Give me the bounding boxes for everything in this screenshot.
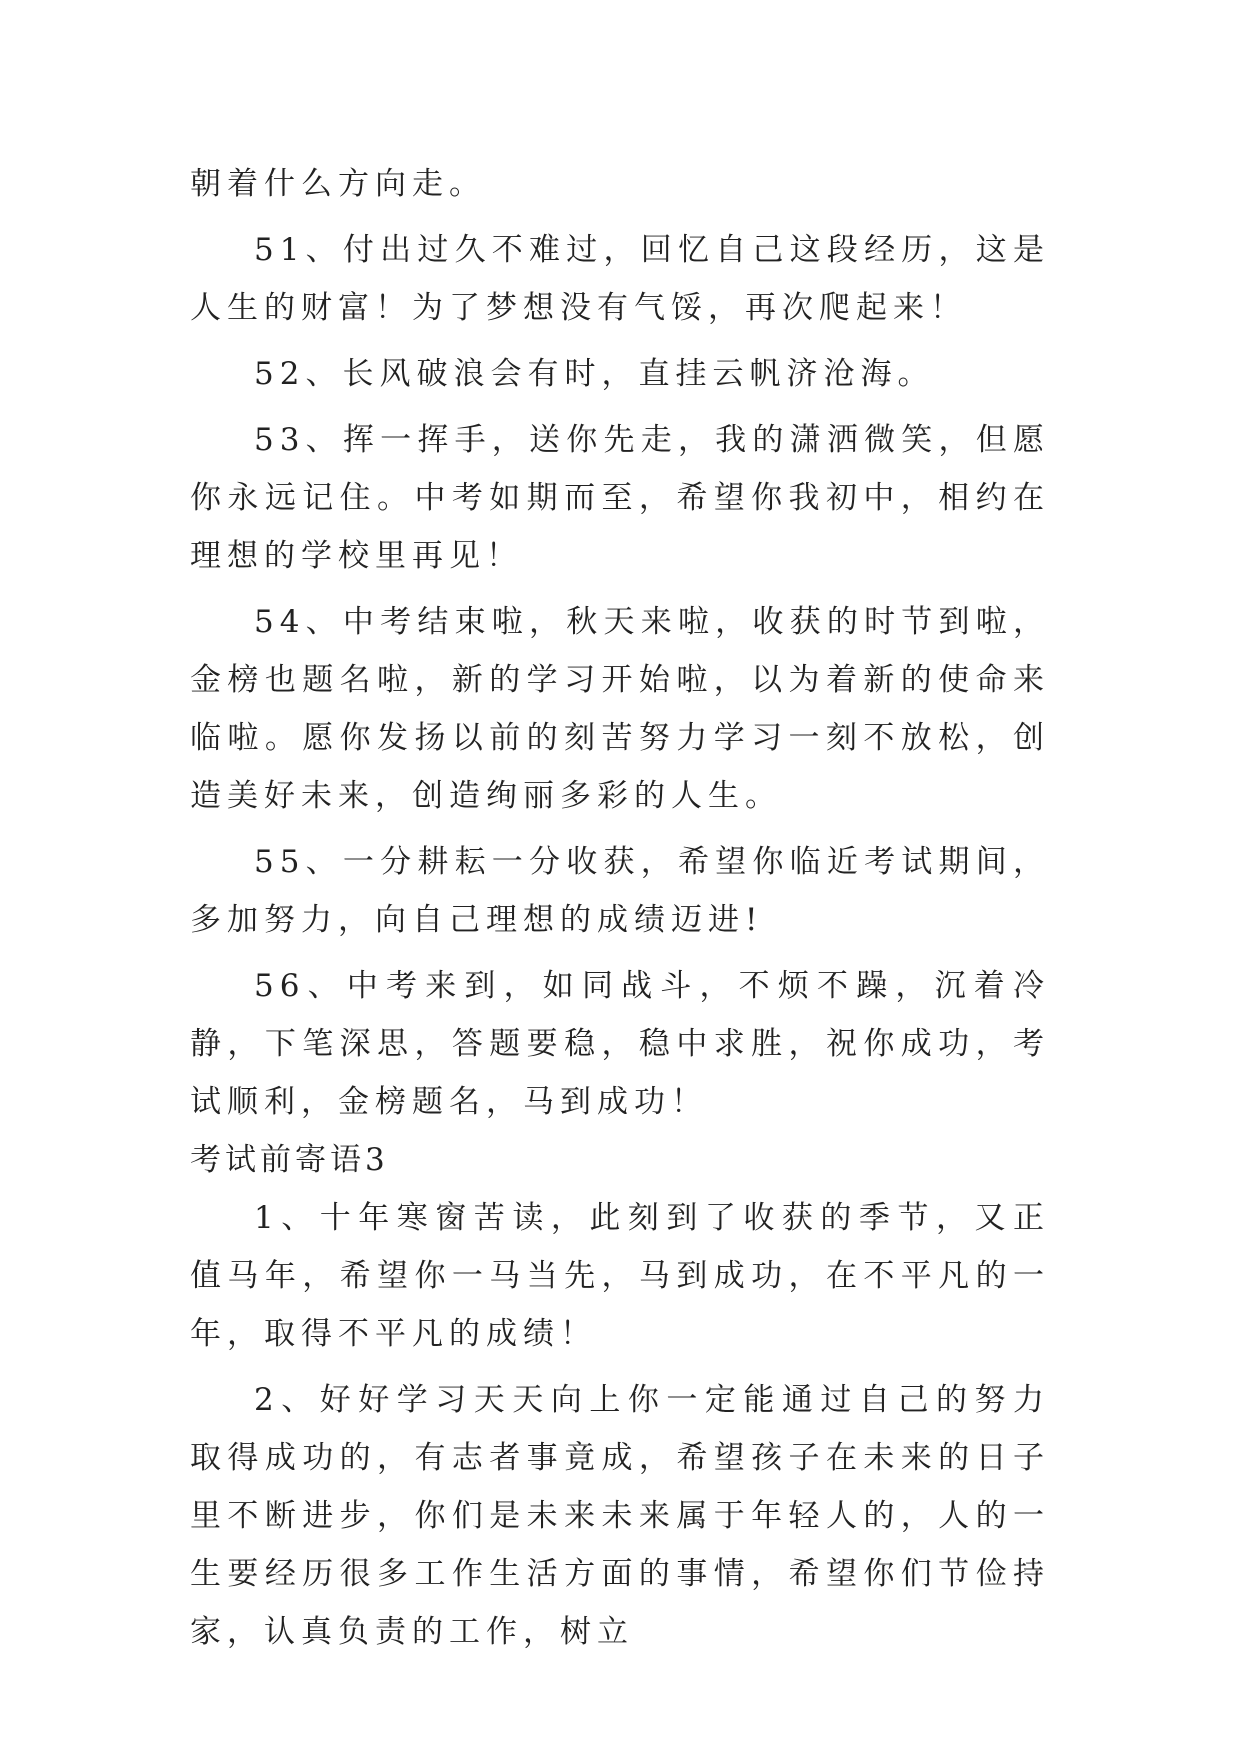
paragraph-continuation: 朝着什么方向走。 bbox=[190, 166, 486, 202]
section-paragraph-2: 2、好好学习天天向上你一定能通过自己的努力取得成功的，有志者事竟成，希望孩子在未来的日子里不断进步，你们是未来未来属于年轻人的，人的一生要经历很多工作生活方面的事情，希望你们节俭持家，认真负责的工作，树立 bbox=[190, 1382, 1050, 1650]
section-paragraph-1: 1、十年寒窗苦读，此刻到了收获的季节，又正值马年，希望你一马当先，马到成功，在不平凡的一年，取得不平凡的成绩！ bbox=[190, 1200, 1050, 1352]
paragraph-53: 53、挥一挥手，送你先走，我的潇洒微笑，但愿你永远记住。中考如期而至，希望你我初中，相约在理想的学校里再见！ bbox=[190, 422, 1050, 574]
paragraph-54: 54、中考结束啦，秋天来啦，收获的时节到啦，金榜也题名啦，新的学习开始啦，以为着新的使命来临啦。愿你发扬以前的刻苦努力学习一刻不放松，创造美好未来，创造绚丽多彩的人生。 bbox=[190, 604, 1050, 814]
paragraph-55: 55、一分耕耘一分收获，希望你临近考试期间，多加努力，向自己理想的成绩迈进! bbox=[190, 844, 1050, 938]
section-heading: 考试前寄语3 bbox=[190, 1142, 389, 1178]
paragraph-51: 51、付出过久不难过，回忆自己这段经历，这是人生的财富！为了梦想没有气馁，再次爬起来！ bbox=[190, 232, 1050, 326]
paragraph-56: 56、中考来到，如同战斗，不烦不躁，沉着冷静，下笔深思，答题要稳，稳中求胜，祝你成功，考试顺利，金榜题名，马到成功！ bbox=[190, 968, 1050, 1120]
paragraph-52: 52、长风破浪会有时，直挂云帆济沧海。 bbox=[254, 356, 935, 392]
document-body bbox=[190, 155, 1050, 1669]
